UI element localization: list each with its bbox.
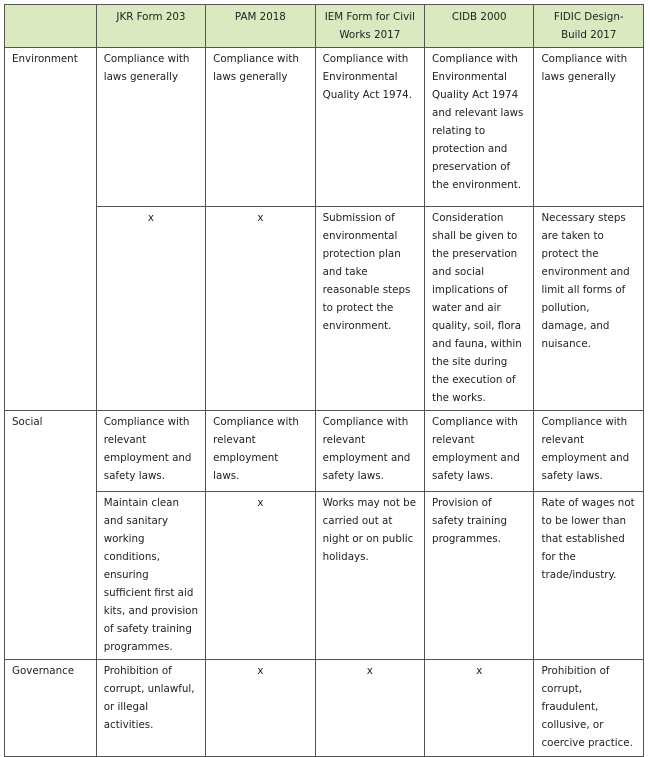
category-cell — [5, 207, 97, 411]
table-cell: x — [425, 660, 534, 757]
table-cell: Necessary steps are taken to protect the environment and limit all forms of pollution, damage, and nuisance. — [534, 207, 644, 411]
header-cell-jkr: JKR Form 203 — [96, 5, 205, 48]
table-cell: Compliance with relevant employment and safety laws. — [425, 411, 534, 492]
table-cell: Submission of environmental protection plan and take reasonable steps to protect the environment. — [315, 207, 424, 411]
header-cell-pam: PAM 2018 — [206, 5, 315, 48]
table-cell: Compliance with laws generally — [96, 48, 205, 207]
table-cell: Compliance with relevant employment and safety laws. — [96, 411, 205, 492]
comparison-table — [4, 4, 644, 757]
table-row — [5, 660, 644, 757]
table-cell: x — [206, 207, 315, 411]
table-cell: Compliance with relevant employment and safety laws. — [315, 411, 424, 492]
table-cell: Provision of safety training programmes. — [425, 492, 534, 660]
table-cell: Compliance with relevant employment and safety laws. — [534, 411, 644, 492]
header-row — [5, 5, 644, 48]
table-row — [5, 492, 644, 660]
table-cell: Compliance with laws generally — [206, 48, 315, 207]
table-cell: x — [96, 207, 205, 411]
table-cell: Compliance with relevant employment laws. — [206, 411, 315, 492]
table-cell: Works may not be carried out at night or on public holidays. — [315, 492, 424, 660]
table-cell: Compliance with laws generally — [534, 48, 644, 207]
table-row — [5, 207, 644, 411]
header-cell-iem: IEM Form for Civil Works 2017 — [315, 5, 424, 48]
header-cell-fidic: FIDIC Design-Build 2017 — [534, 5, 644, 48]
table-cell: Maintain clean and sanitary working conditions, ensuring sufficient first aid kits, and provision of safety training programmes. — [96, 492, 205, 660]
category-cell: Social — [5, 411, 97, 492]
table-row — [5, 48, 644, 207]
table-cell: Compliance with Environmental Quality Act 1974 and relevant laws relating to protection and preservation of the environment. — [425, 48, 534, 207]
table-cell: x — [315, 660, 424, 757]
table-cell: x — [206, 660, 315, 757]
category-cell — [5, 492, 97, 660]
category-cell: Environment — [5, 48, 97, 207]
table-row — [5, 411, 644, 492]
table-cell: Prohibition of corrupt, unlawful, or illegal activities. — [96, 660, 205, 757]
table-cell: Rate of wages not to be lower than that established for the trade/industry. — [534, 492, 644, 660]
table-cell: Consideration shall be given to the preservation and social implications of water and air quality, soil, flora and fauna, within the site during the execution of the works. — [425, 207, 534, 411]
table-cell: Prohibition of corrupt, fraudulent, collusive, or coercive practice. — [534, 660, 644, 757]
category-cell: Governance — [5, 660, 97, 757]
table-cell: Compliance with Environmental Quality Act 1974. — [315, 48, 424, 207]
header-cell-cidb: CIDB 2000 — [425, 5, 534, 48]
header-cell-blank — [5, 5, 97, 48]
table-cell: x — [206, 492, 315, 660]
